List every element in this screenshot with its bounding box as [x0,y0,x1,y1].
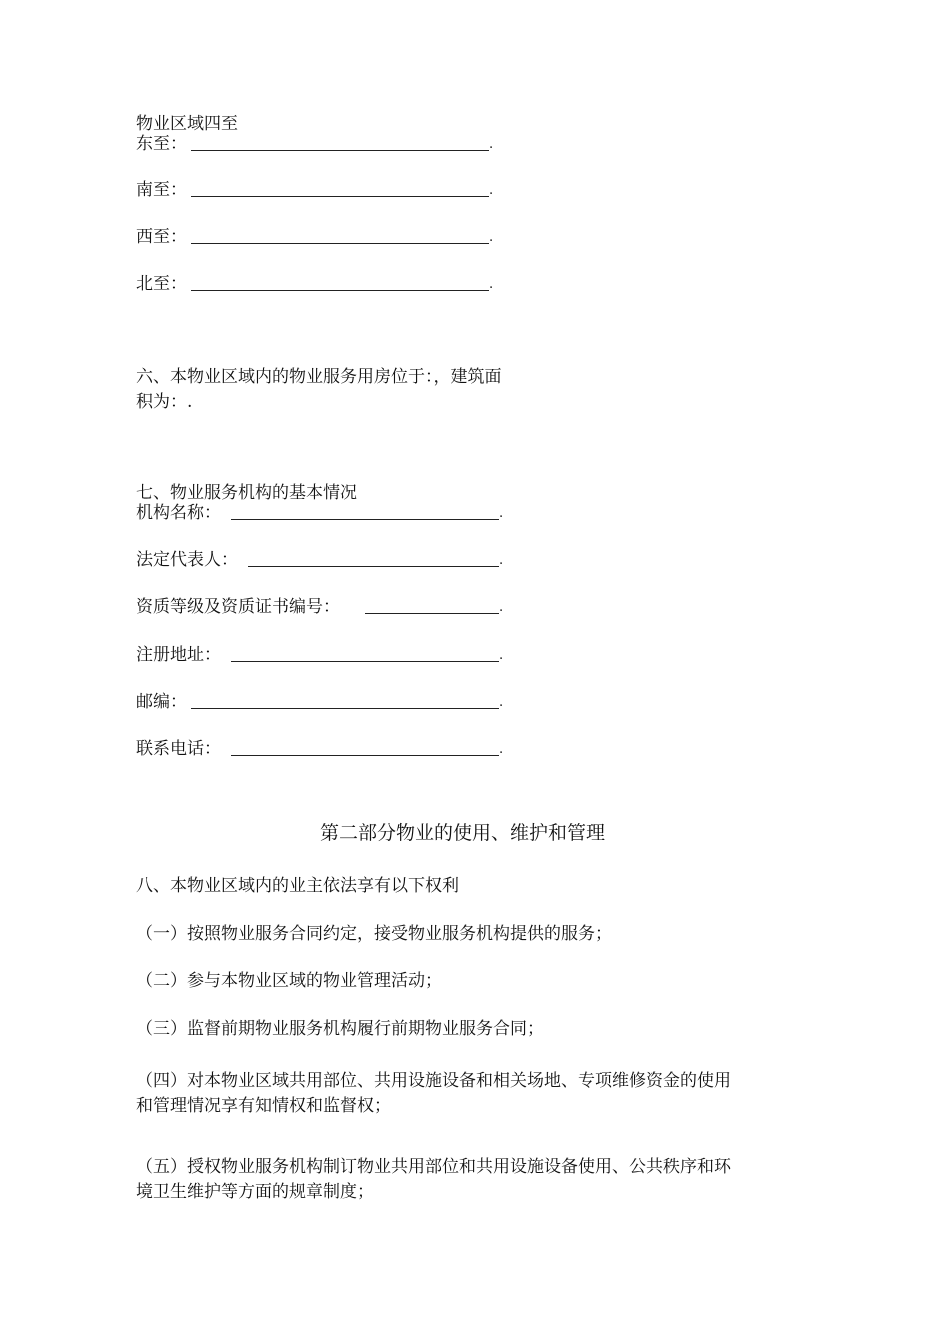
phone-terminator: . [499,742,504,757]
rights-item-2: （二）参与本物业区域的物业管理活动； [136,971,442,991]
legal-rep-label: 法定代表人： [136,550,238,570]
phone-label: 联系电话： [136,739,221,759]
north-blank[interactable] [191,290,489,291]
rights-item-5-line1: （五）授权物业服务机构制订物业共用部位和共用设施设备使用、公共秩序和环 [136,1157,731,1177]
address-label: 注册地址： [136,645,221,665]
east-label: 东至： [136,134,187,154]
east-terminator: . [489,137,494,152]
section6-line1: 六、本物业区域内的物业服务用房位于：，建筑面 [136,367,502,387]
north-terminator: . [489,277,494,292]
qualification-terminator: . [499,600,504,615]
postcode-blank[interactable] [191,708,499,709]
west-label: 西至： [136,227,187,247]
east-blank[interactable] [191,150,489,151]
section8-heading: 八、本物业区域内的业主依法享有以下权利 [136,876,459,896]
west-blank[interactable] [191,243,489,244]
rights-item-5-line2: 境卫生维护等方面的规章制度； [136,1182,374,1202]
phone-blank[interactable] [231,755,499,756]
legal-rep-blank[interactable] [248,566,499,567]
north-label: 北至： [136,274,187,294]
address-terminator: . [499,648,504,663]
west-terminator: . [489,230,494,245]
boundaries-heading: 物业区域四至 [136,114,238,134]
part2-title: 第二部分物业的使用、维护和管理 [320,822,606,844]
postcode-label: 邮编： [136,692,187,712]
rights-item-1: （一）按照物业服务合同约定，接受物业服务机构提供的服务； [136,924,612,944]
south-label: 南至： [136,180,187,200]
org-name-blank[interactable] [231,519,499,520]
section6-line2: 积为：. [136,392,193,412]
south-terminator: . [489,183,494,198]
rights-item-4-line2: 和管理情况享有知情权和监督权； [136,1096,391,1116]
qualification-blank[interactable] [365,613,499,614]
org-name-terminator: . [499,506,504,521]
org-name-label: 机构名称： [136,503,221,523]
postcode-terminator: . [499,695,504,710]
legal-rep-terminator: . [499,553,504,568]
address-blank[interactable] [231,661,499,662]
qualification-label: 资质等级及资质证书编号： [136,597,340,617]
south-blank[interactable] [191,196,489,197]
rights-item-3: （三）监督前期物业服务机构履行前期物业服务合同； [136,1019,544,1039]
section7-heading: 七、物业服务机构的基本情况 [136,483,357,503]
rights-item-4-line1: （四）对本物业区域共用部位、共用设施设备和相关场地、专项维修资金的使用 [136,1071,731,1091]
